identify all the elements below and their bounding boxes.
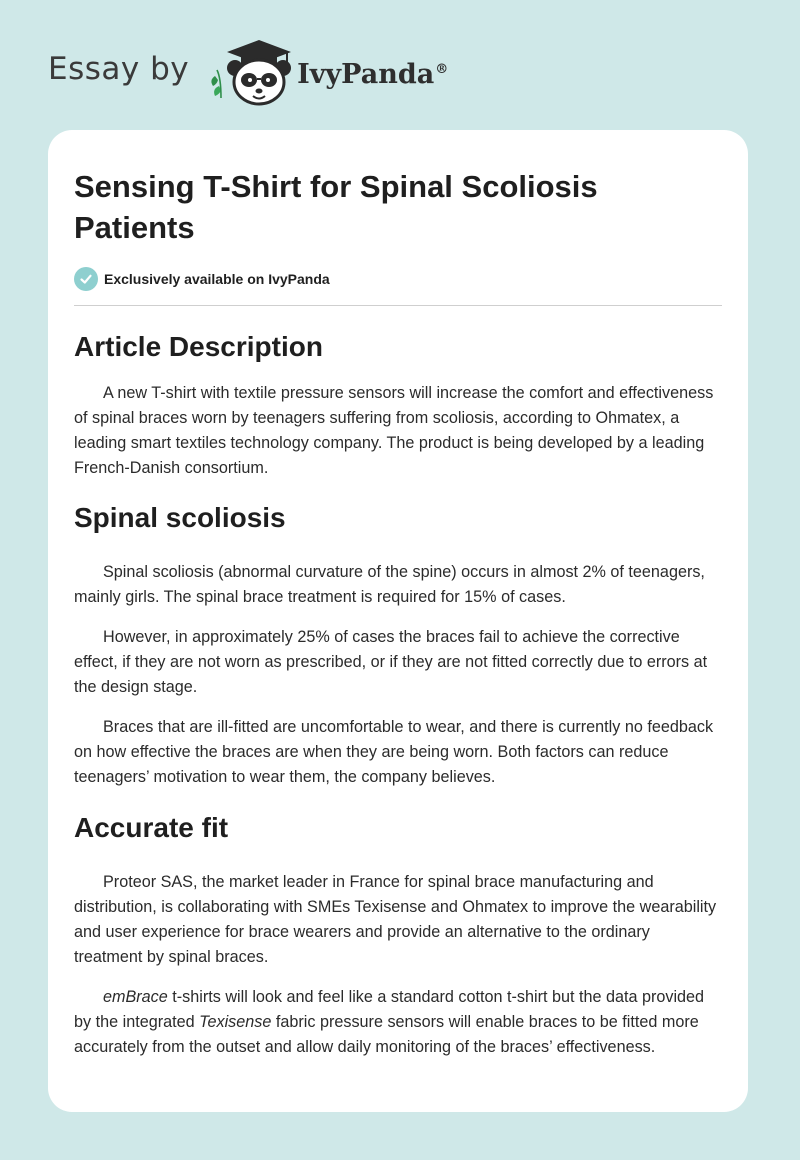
panda-logo-icon xyxy=(205,36,293,108)
section-heading-scoliosis: Spinal scoliosis xyxy=(74,502,286,533)
paragraph: Braces that are ill-fitted are uncomfortable to wear, and there is currently no feedback on how effective the braces are when they are being worn. Both factors can reduce teenagers’ motivation to wear them, the company believes. xyxy=(74,718,714,786)
exclusive-badge xyxy=(74,267,722,291)
section-heading-accurate-fit: Accurate fit xyxy=(74,812,229,843)
section-heading-description: Article Description xyxy=(74,331,323,362)
paragraph-embrace: emBrace t-shirts will look and feel like a standard cotton t-shirt but the data provided by the integrated Texisense fabric pressure sensors will enable braces to be fitted more accurately from the outset and allow daily monitoring of the braces’ effectiveness. xyxy=(74,988,705,1056)
article-title: Sensing T-Shirt for Spinal Scoliosis Patients xyxy=(74,169,598,245)
checkmark-icon xyxy=(74,267,98,291)
paragraph: However, in approximately 25% of cases the braces fail to achieve the corrective effect, if they are not worn as prescribed, or if they are not fitted correctly due to errors at the design stage. xyxy=(74,628,708,696)
paragraph: A new T-shirt with textile pressure sensors will increase the comfort and effectiveness of spinal braces worn by teenagers suffering from scoliosis, according to Ohmatex, a leading smart textiles technology company. The product is being developed by a leading French-Danish consortium. xyxy=(74,384,714,477)
brand-name: IvyPanda® xyxy=(297,58,449,90)
emphasis-embrace: emBrace xyxy=(103,988,168,1006)
divider xyxy=(74,305,722,306)
brand-header xyxy=(48,36,448,108)
paragraph: Spinal scoliosis (abnormal curvature of the spine) occurs in almost 2% of teenagers, mainly girls. The spinal brace treatment is required for 15% of cases. xyxy=(74,563,705,606)
registered-mark: ® xyxy=(435,61,449,77)
article-card xyxy=(48,130,748,1112)
paragraph: Proteor SAS, the market leader in France for spinal brace manufacturing and distribution, is collaborating with SMEs Texisense and Ohmatex to improve the wearability and user experience for brace wearers and provide an alternative to the ordinary treatment by spinal braces. xyxy=(74,873,717,966)
exclusive-badge-text: Exclusively available on IvyPanda xyxy=(104,271,330,287)
brand-prefix: Essay by xyxy=(48,51,190,87)
emphasis-texisense: Texisense xyxy=(199,1013,272,1031)
